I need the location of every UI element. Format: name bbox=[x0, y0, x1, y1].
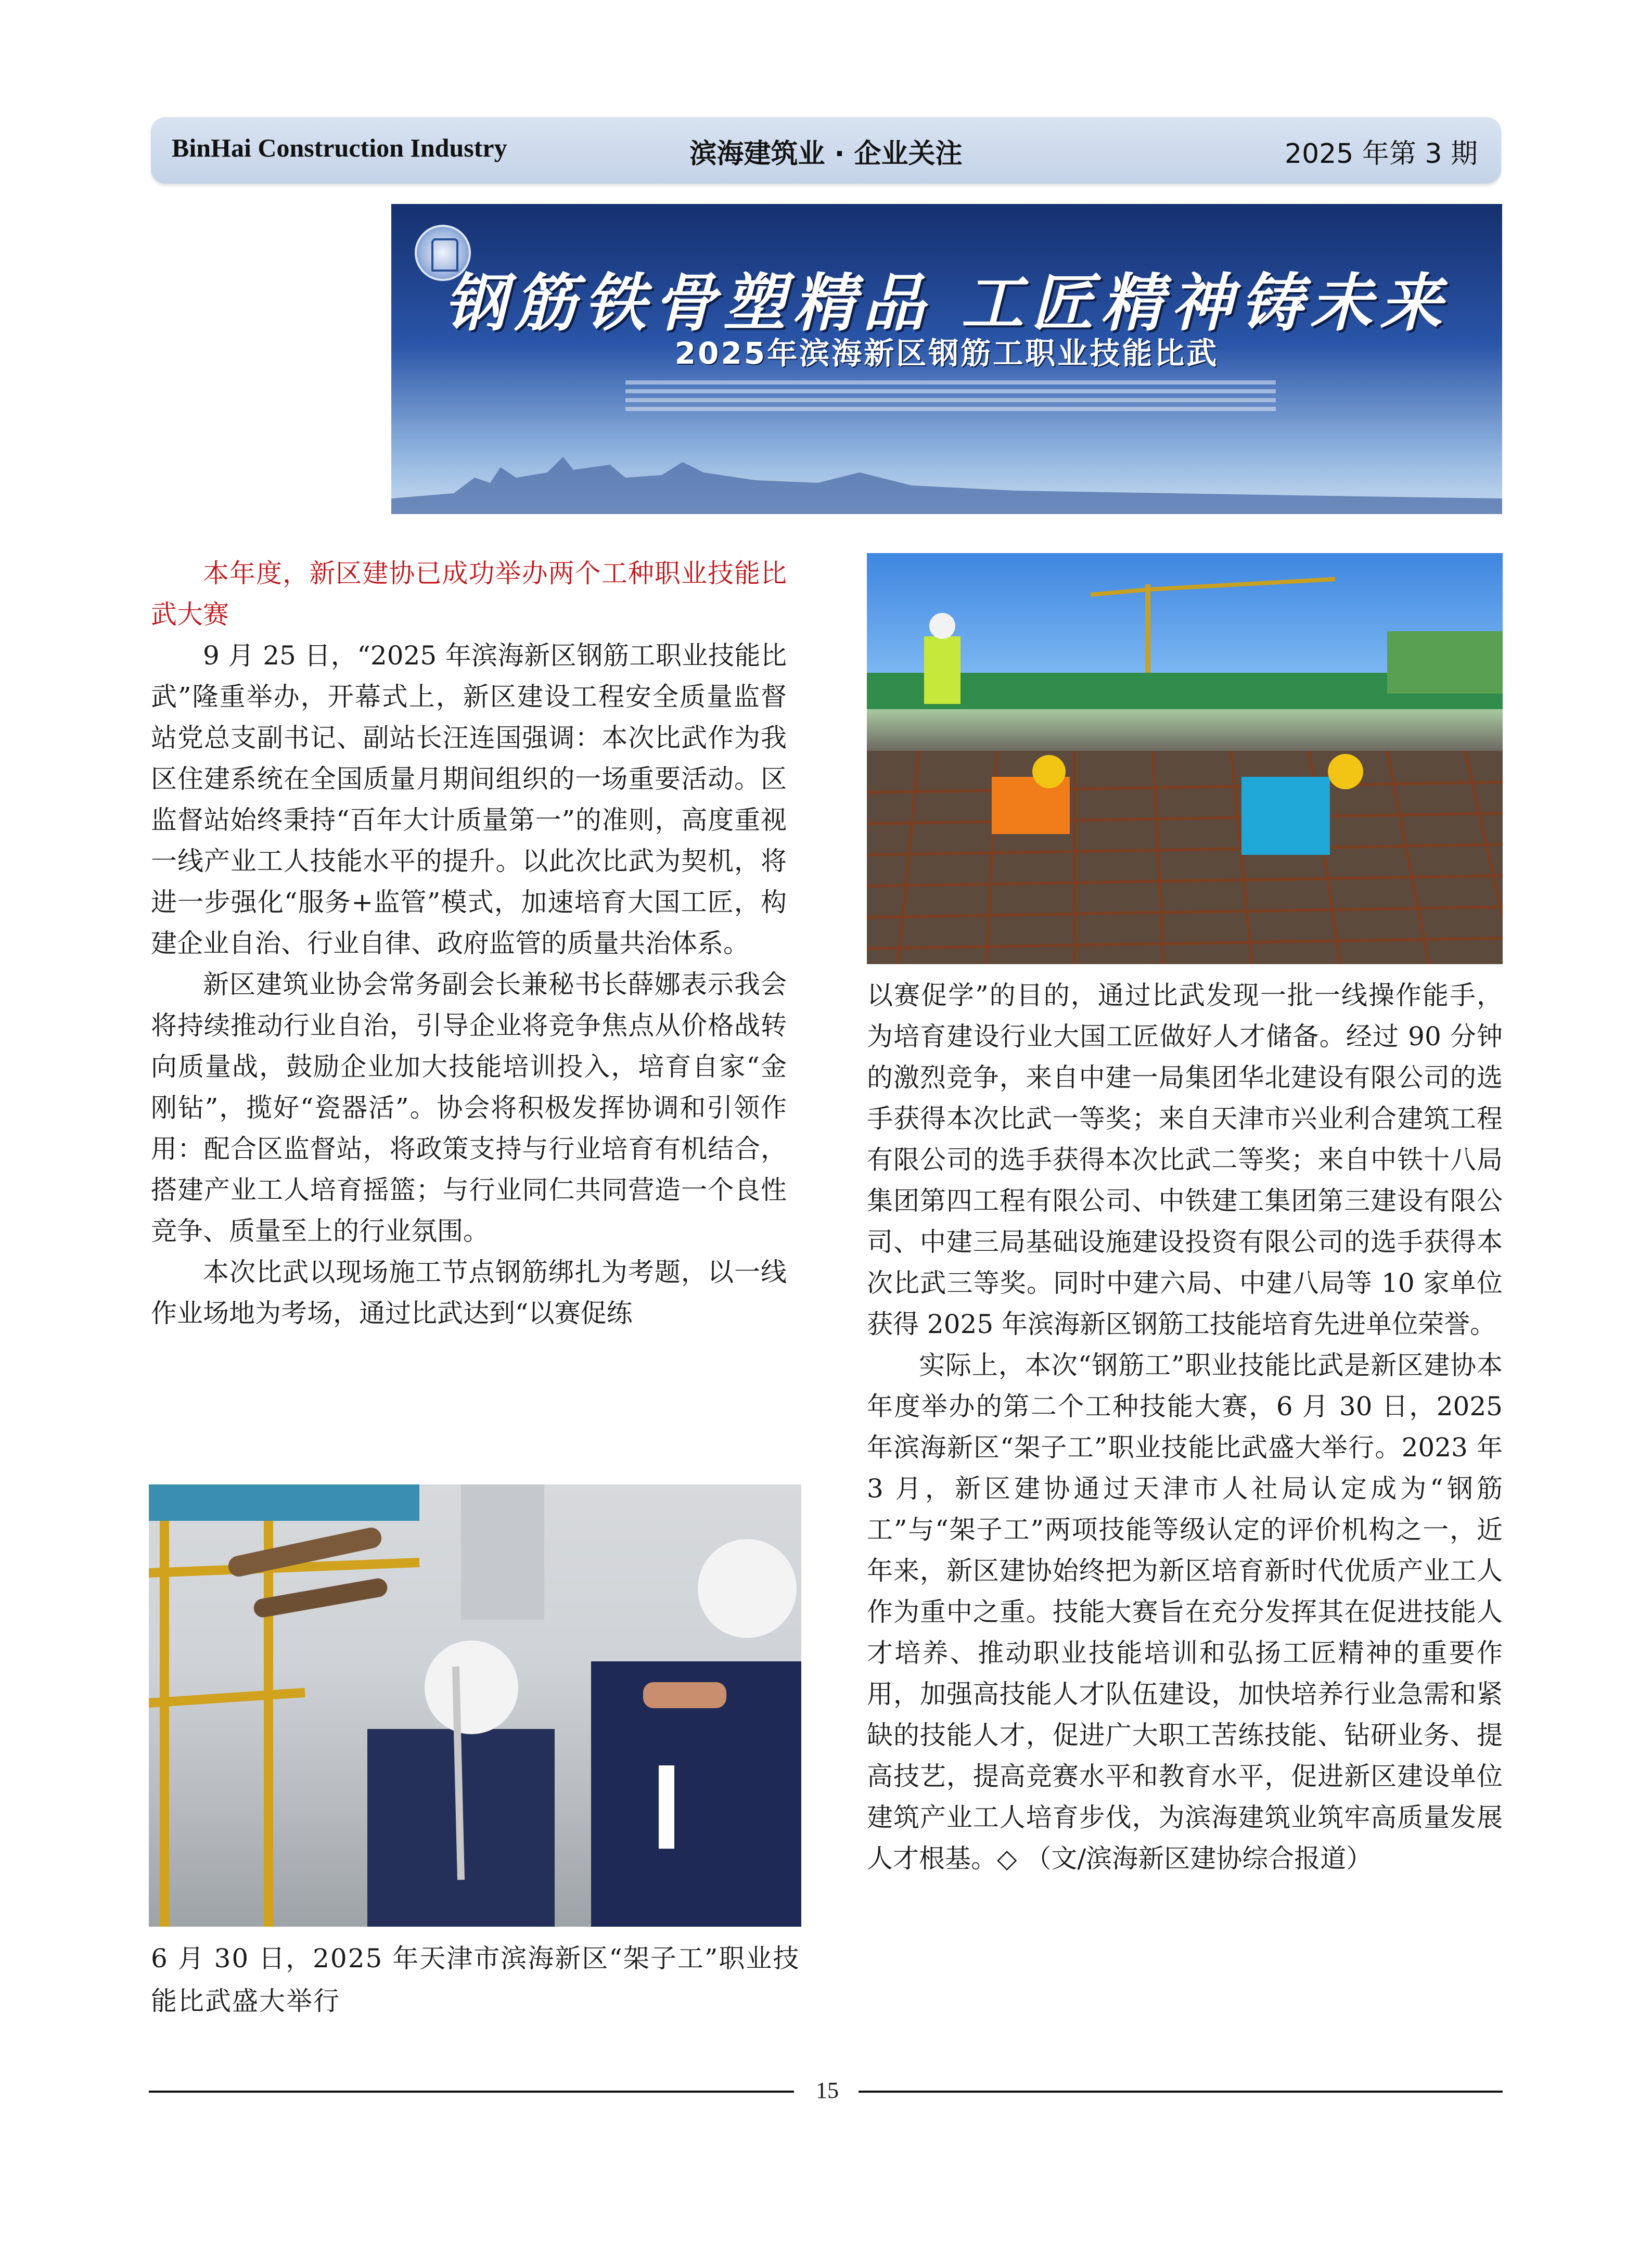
article-paragraph: 以赛促学”的目的，通过比武发现一批一线操作能手，为培育建设行业大国工匠做好人才储备。经过 90 分钟的激烈竞争，来自中建一局集团华北建设有限公司的选手获得本次比武一等奖；来自天津市兴业利合建筑工程有限公司的选手获得本次比武二等奖；来自中铁十八局集团第四工程有限公司、中铁建工集团第三建设有限公司、中建三局基础设施建设投资有限公司的选手获得本次比武三等奖。同时中建六局、中建八局等 10 家单位获得 2025 年滨海新区钢筋工技能培育先进单位荣誉。 bbox=[867, 980, 1503, 1339]
photo-caption: 6 月 30 日，2025 年天津市滨海新区“架子工”职业技能比武盛大举行 bbox=[151, 1943, 800, 2016]
scaffolding-competition-photo bbox=[149, 1484, 801, 1927]
issue-number: 2025 年第 3 期 bbox=[1284, 138, 1478, 170]
article-left-column bbox=[151, 553, 787, 1334]
article-paragraph: 新区建筑业协会常务副会长兼秘书长薛娜表示我会将持续推动行业自治，引导企业将竞争焦点从价格战转向质量战，鼓励企业加大技能培训投入，培育自家“金刚钻”，揽好“瓷器活”。协会将积极发挥协调和引领作用：配合区监督站，将政策支持与行业培育有机结合，搭建产业工人培育摇篮；与行业同仁共同营造一个良性竞争、质量至上的行业氛围。 bbox=[151, 969, 787, 1246]
banner-organizer-lines bbox=[625, 376, 1276, 433]
journal-name-en: BinHai Construction Industry bbox=[172, 133, 507, 162]
rebar-competition-photo bbox=[867, 553, 1503, 964]
page-number: 15 bbox=[816, 2078, 839, 2103]
footer-rule-left bbox=[149, 2091, 794, 2093]
event-banner-image bbox=[391, 204, 1502, 514]
article-paragraph: 实际上，本次“钢筋工”职业技能比武是新区建协本年度举办的第二个工种技能大赛，6 月 30 日，2025 年滨海新区“架子工”职业技能比武盛大举行。2023 年 3 月，新区建协通过天津市人社局认定成为“钢筋工”与“架子工”两项技能等级认定的评价机构之一，近年来，新区建协始终把为新区培育新时代优质产业工人作为重中之重。技能大赛旨在充分发挥其在促进技能人才培养、推动职业技能培训和弘扬工匠精神的重要作用，加强高技能人才队伍建设，加快培养行业急需和紧缺的技能人才，促进广大职工苦练技能、钻研业务、提高技艺，提高竞赛水平和教育水平，促进新区建设单位建筑产业工人培育步伐，为滨海建筑业筑牢高质量发展人才根基。◇ （文/滨海新区建协综合报道） bbox=[867, 1350, 1503, 1874]
journal-header bbox=[151, 117, 1501, 184]
banner-slogan: 钢筋铁骨塑精品 工匠精神铸未来 bbox=[444, 266, 1450, 340]
section-title: 滨海建筑业 · 企业关注 bbox=[689, 138, 963, 170]
article-paragraph: 本次比武以现场施工节点钢筋绑扎为考题，以一线作业场地为考场，通过比武达到“以赛促练 bbox=[151, 1257, 787, 1328]
scaffolding-scene bbox=[149, 1484, 801, 1927]
article-paragraph: 9 月 25 日，“2025 年滨海新区钢筋工职业技能比武”隆重举办，开幕式上，新区建设工程安全质量监督站党总支副书记、副站长汪连国强调：本次比武作为我区住建系统在全国质量月期间组织的一场重要活动。区监督站始终秉持“百年大计质量第一”的准则，高度重视一线产业工人技能水平的提升。以此次比武为契机，将进一步强化“服务+监管”模式，加速培育大国工匠，构建企业自治、行业自律、政府监管的质量共治体系。 bbox=[151, 640, 787, 958]
banner-subtitle: 2025年滨海新区钢筋工职业技能比武 bbox=[674, 336, 1219, 371]
article-lead: 本年度，新区建协已成功举办两个工种职业技能比武大赛 bbox=[151, 558, 787, 630]
rebar-scene bbox=[867, 553, 1503, 964]
article-right-column bbox=[867, 975, 1503, 1879]
footer-rule-right bbox=[859, 2091, 1503, 2093]
banner-worker-silhouettes bbox=[391, 441, 1502, 514]
